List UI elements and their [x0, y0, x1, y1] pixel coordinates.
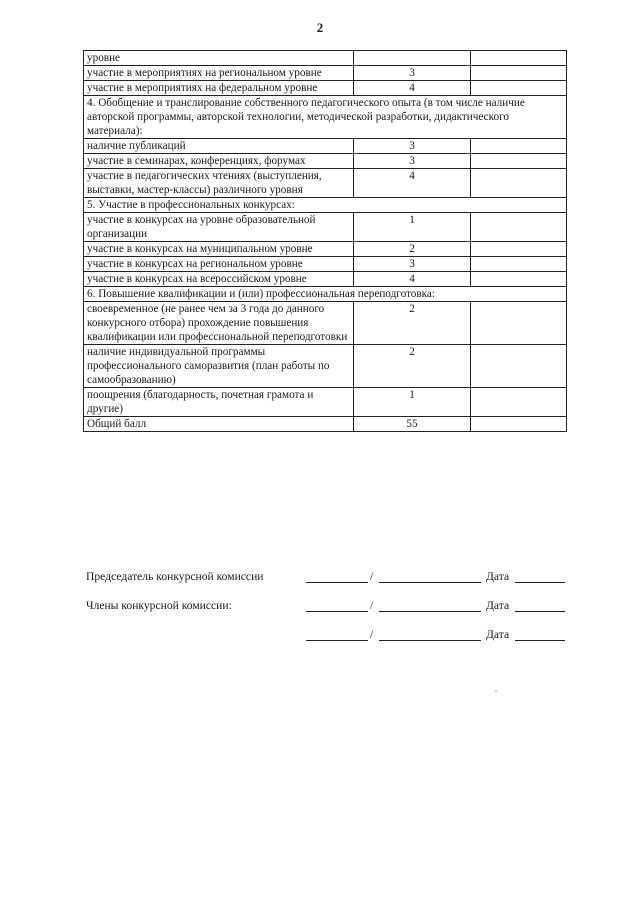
total-row	[84, 417, 567, 432]
empty-cell	[471, 302, 567, 345]
total-score: 55	[354, 417, 471, 432]
table-row	[84, 51, 567, 66]
criterion-label: участие в мероприятиях на региональном уровне	[84, 66, 354, 81]
slash-separator: /	[370, 628, 374, 641]
criterion-score: 4	[354, 272, 471, 287]
criterion-label: своевременное (не ранее чем за 3 года до данного конкурсного отбора) прохождение повышения квалификации или профессиональной переподготовки	[84, 302, 354, 345]
table-row	[84, 81, 567, 96]
date-label: Дата	[486, 570, 510, 583]
section-row	[84, 198, 567, 213]
section-row	[84, 287, 567, 302]
empty-cell	[471, 66, 567, 81]
table-row	[84, 139, 567, 154]
empty-cell	[471, 169, 567, 198]
criteria-table	[83, 50, 567, 432]
signature-line	[306, 599, 368, 612]
criterion-label: участие в конкурсах на всероссийском уровне	[84, 272, 354, 287]
member-signature-row	[86, 628, 566, 642]
criterion-label: уровне	[84, 51, 354, 66]
page-number: 2	[316, 20, 324, 35]
empty-cell	[471, 242, 567, 257]
empty-cell	[471, 272, 567, 287]
table-row	[84, 66, 567, 81]
empty-cell	[471, 81, 567, 96]
section-heading: 5. Участие в профессиональных конкурсах:	[84, 198, 567, 213]
section-heading: 4. Обобщение и транслирование собственного педагогического опыта (в том числе наличие авторской программы, авторской технологии, методической разработки, дидактического материала):	[84, 96, 567, 139]
empty-cell	[471, 388, 567, 417]
criterion-label: участие в мероприятиях на федеральном уровне	[84, 81, 354, 96]
date-label: Дата	[486, 599, 510, 612]
criterion-label: участие в педагогических чтениях (выступления, выставки, мастер-классы) различного уровня	[84, 169, 354, 198]
signature-line	[306, 570, 368, 583]
criterion-score: 2	[354, 302, 471, 345]
table-row	[84, 154, 567, 169]
table-row	[84, 242, 567, 257]
member-signature-row	[86, 599, 566, 613]
section-heading: 6. Повышение квалификации и (или) профессиональная переподготовка:	[84, 287, 567, 302]
criterion-label: участие в семинарах, конференциях, форумах	[84, 154, 354, 169]
criterion-score: 3	[354, 257, 471, 272]
criterion-score	[354, 51, 471, 66]
members-label: Члены конкурсной комиссии:	[86, 599, 232, 612]
criterion-label: участие в конкурсах на муниципальном уровне	[84, 242, 354, 257]
table-row	[84, 257, 567, 272]
table-row	[84, 169, 567, 198]
section-row	[84, 96, 567, 139]
empty-cell	[471, 417, 567, 432]
scan-speck	[495, 690, 497, 692]
chair-signature-row	[86, 570, 566, 584]
chair-label: Председатель конкурсной комиссии	[86, 570, 264, 583]
name-line	[379, 628, 481, 641]
slash-separator: /	[370, 599, 374, 612]
table-row	[84, 213, 567, 242]
criterion-label: участие в конкурсах на региональном уровне	[84, 257, 354, 272]
criterion-score: 3	[354, 66, 471, 81]
criterion-label: участие в конкурсах на уровне образовательной организации	[84, 213, 354, 242]
criterion-score: 4	[354, 81, 471, 96]
empty-cell	[471, 139, 567, 154]
slash-separator: /	[370, 570, 374, 583]
criterion-score: 2	[354, 242, 471, 257]
table-row	[84, 345, 567, 388]
criterion-label: поощрения (благодарность, почетная грамота и другие)	[84, 388, 354, 417]
table-row	[84, 272, 567, 287]
empty-cell	[471, 51, 567, 66]
criterion-score: 1	[354, 388, 471, 417]
date-line	[515, 628, 565, 641]
total-label: Общий балл	[84, 417, 354, 432]
signature-line	[306, 628, 368, 641]
empty-cell	[471, 345, 567, 388]
empty-cell	[471, 213, 567, 242]
criterion-score: 3	[354, 139, 471, 154]
date-line	[515, 570, 565, 583]
date-line	[515, 599, 565, 612]
criterion-score: 1	[354, 213, 471, 242]
criterion-label: наличие публикаций	[84, 139, 354, 154]
date-label: Дата	[486, 628, 510, 641]
table-row	[84, 302, 567, 345]
criterion-score: 4	[354, 169, 471, 198]
name-line	[379, 599, 481, 612]
criterion-label: наличие индивидуальной программы профессионального саморазвития (план работы по самообразованию)	[84, 345, 354, 388]
name-line	[379, 570, 481, 583]
table-row	[84, 388, 567, 417]
criterion-score: 2	[354, 345, 471, 388]
empty-cell	[471, 257, 567, 272]
criterion-score: 3	[354, 154, 471, 169]
empty-cell	[471, 154, 567, 169]
